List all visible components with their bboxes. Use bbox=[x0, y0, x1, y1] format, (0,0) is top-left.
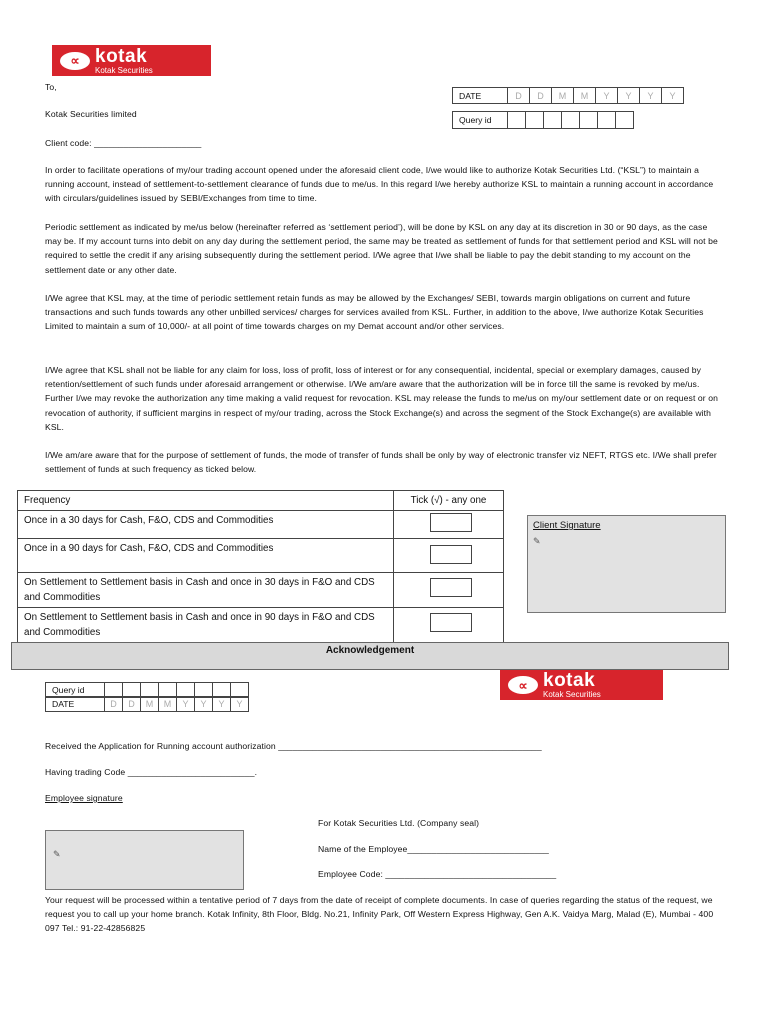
ack-date-cell[interactable]: M bbox=[141, 697, 159, 711]
tick-header: Tick (√) - any one bbox=[394, 491, 504, 511]
frequency-header: Frequency bbox=[18, 491, 394, 511]
ack-query-cell[interactable] bbox=[123, 683, 141, 697]
kotak-logo-icon: ∝ bbox=[60, 52, 90, 70]
query-cell[interactable] bbox=[508, 112, 526, 128]
ack-query-cell[interactable] bbox=[159, 683, 177, 697]
ack-query-id-label: Query id bbox=[46, 683, 105, 697]
paragraph-4: I/We agree that KSL shall not be liable for any claim for loss, loss of profit, loss of interest or for any consequential, incidental, special or exemplary damages, caused by retention/settlement of such funds under aforesaid arrangement or otherwise. I/We am/are aware that the authorization will be in force till the same is revoked by me/us. Further I/we may revoke the authorization any time making a valid request for revocation. KSL may release the funds to me/us on my/our settlement date or on request or on revocation of authority, if sufficient margins in respect of my/our trading, across the Stock Exchange(s) and across the segment of the Stock Exchange(s) are available with KSL. bbox=[45, 365, 719, 432]
brand-sub: Kotak Securities bbox=[95, 65, 153, 75]
date-cell[interactable]: Y bbox=[618, 88, 640, 103]
frequency-option-30: Once in a 30 days for Cash, F&O, CDS and Commodities bbox=[18, 511, 394, 539]
query-cell[interactable] bbox=[544, 112, 562, 128]
date-cell[interactable]: M bbox=[574, 88, 596, 103]
tick-cell bbox=[394, 539, 504, 573]
tick-box-30[interactable] bbox=[430, 513, 472, 532]
ack-date-cell[interactable]: Y bbox=[177, 697, 195, 711]
tick-box-sts-90[interactable] bbox=[430, 613, 472, 632]
date-cell[interactable]: Y bbox=[669, 90, 676, 101]
date-cell[interactable]: M bbox=[552, 88, 574, 103]
client-signature-label: Client Signature bbox=[533, 520, 601, 531]
tick-cell bbox=[394, 511, 504, 539]
query-cell[interactable] bbox=[580, 112, 598, 128]
employee-code-line[interactable]: Employee Code: ___________________________________ bbox=[318, 869, 557, 879]
query-id-label: Query id bbox=[453, 112, 508, 128]
ack-query-cell[interactable] bbox=[105, 683, 123, 697]
query-cell[interactable] bbox=[562, 112, 580, 128]
brand-name: kotak bbox=[95, 45, 148, 67]
paragraph-1: In order to facilitate operations of my/our trading account opened under the aforesaid client code, I/we would like to authorize Kotak Securities Ltd. (“KSL”) to maintain a running account, instead of settlement-to-settlement clearance of funds due to me/us. In this regard I/we hereby authorize KSL to maintain a running account in accordance with circulars/guidelines issued by SEBI/Exchanges from time to time. bbox=[45, 165, 714, 204]
tick-box-90[interactable] bbox=[430, 545, 472, 564]
brand-sub: Kotak Securities bbox=[543, 690, 601, 699]
received-line[interactable]: Received the Application for Running account authorization ______________________________________________________ bbox=[45, 741, 542, 751]
ack-date-cell[interactable]: Y bbox=[195, 697, 213, 711]
query-id-grid[interactable] bbox=[452, 111, 634, 129]
date-label: DATE bbox=[453, 88, 508, 103]
query-cell[interactable] bbox=[598, 112, 616, 128]
paragraph-2: Periodic settlement as indicated by me/us below (hereinafter referred as ‘settlement period’), will be done by KSL on any day at its discretion in 30 or 90 days, as the case may be. If my account turns into debit on any day during the settlement period, the same may be treated as settlement of funds for that settlement period and KSL will not be required to settle the credit if any arising subsequently during the settlement period. I/We agree that I/we shall be liable to pay the debit standing to my account on the settlement date or any other date. bbox=[45, 222, 718, 275]
ack-query-cell[interactable] bbox=[213, 683, 231, 697]
client-code-field[interactable]: Client code: ______________________ bbox=[45, 138, 202, 148]
employee-name-line[interactable]: Name of the Employee_____________________________ bbox=[318, 844, 549, 854]
frequency-option-sts-30: On Settlement to Settlement basis in Cash and once in 30 days in F&O and CDS and Commodities bbox=[18, 573, 394, 608]
to-label: To, bbox=[45, 82, 57, 92]
date-cell[interactable]: D bbox=[530, 88, 552, 103]
pen-icon: ✎ bbox=[53, 849, 61, 859]
ack-date-cell[interactable]: Y bbox=[213, 697, 231, 711]
pen-icon: ✎ bbox=[533, 536, 541, 546]
query-cell[interactable] bbox=[526, 112, 544, 128]
ack-date-cell[interactable]: Y bbox=[236, 699, 243, 709]
company-name: Kotak Securities limited bbox=[45, 109, 137, 119]
ack-date-cell[interactable]: D bbox=[123, 697, 141, 711]
employee-signature-label: Employee signature bbox=[45, 793, 123, 803]
tick-cell bbox=[394, 608, 504, 643]
paragraph-5: I/We am/are aware that for the purpose of settlement of funds, the mode of transfer of funds shall be only by way of electronic transfer viz NEFT, RTGS etc. I/We shall prefer settlement of funds at such frequency as ticked below. bbox=[45, 450, 717, 475]
query-cell[interactable] bbox=[616, 112, 633, 128]
tick-box-sts-30[interactable] bbox=[430, 578, 472, 597]
ack-date-cell[interactable]: M bbox=[159, 697, 177, 711]
ack-date-label: DATE bbox=[46, 697, 105, 711]
ack-query-cell[interactable] bbox=[195, 683, 213, 697]
client-signature-box[interactable] bbox=[527, 515, 726, 613]
kotak-logo-icon: ∝ bbox=[508, 676, 538, 694]
trading-code-line[interactable]: Having trading Code __________________________. bbox=[45, 767, 258, 777]
frequency-option-sts-90: On Settlement to Settlement basis in Cash and once in 90 days in F&O and CDS and Commodities bbox=[18, 608, 394, 643]
frequency-option-90: Once in a 90 days for Cash, F&O, CDS and Commodities bbox=[18, 539, 394, 573]
ack-query-cell[interactable] bbox=[231, 683, 248, 697]
employee-signature-box[interactable] bbox=[45, 830, 244, 890]
frequency-table bbox=[17, 490, 504, 643]
acknowledgement-bar bbox=[11, 642, 729, 670]
for-kotak-seal: For Kotak Securities Ltd. (Company seal) bbox=[318, 818, 480, 828]
date-grid[interactable] bbox=[452, 87, 684, 104]
tick-cell bbox=[394, 573, 504, 608]
acknowledgement-title: Acknowledgement bbox=[325, 645, 415, 656]
date-cell[interactable]: D bbox=[508, 88, 530, 103]
kotak-logo-ack bbox=[500, 670, 663, 700]
kotak-logo-top bbox=[52, 45, 211, 76]
paragraph-3: I/We agree that KSL may, at the time of periodic settlement retain funds as may be allowed by the Exchanges/ SEBI, towards margin obligations on current and future transactions and such funds towards any other unbilled services/ charges for services availed from KSL. Further, in addition to the above, I/we authorize Kotak Securities Limited to maintain a sum of 10,000/- at all point of time towards charges on my Demat account and/or other services. bbox=[45, 293, 704, 332]
ack-query-cell[interactable] bbox=[177, 683, 195, 697]
date-cell[interactable]: Y bbox=[640, 88, 662, 103]
ack-date-cell[interactable]: D bbox=[105, 697, 123, 711]
ack-date-grid[interactable] bbox=[45, 696, 249, 712]
brand-name: kotak bbox=[543, 670, 596, 691]
date-cell[interactable]: Y bbox=[596, 88, 618, 103]
footer-note: Your request will be processed within a tentative period of 7 days from the date of receipt of complete documents. In case of queries regarding the status of the request, we request you to call up your home branch. Kotak Infinity, 8th Floor, Bldg. No.21, Infinity Park, Off Western Express Highway, Gen A.K. Vaidya Marg, Malad (E), Mumbai - 400 097 Tel.: 91-22-42856825 bbox=[45, 895, 714, 934]
ack-query-cell[interactable] bbox=[141, 683, 159, 697]
